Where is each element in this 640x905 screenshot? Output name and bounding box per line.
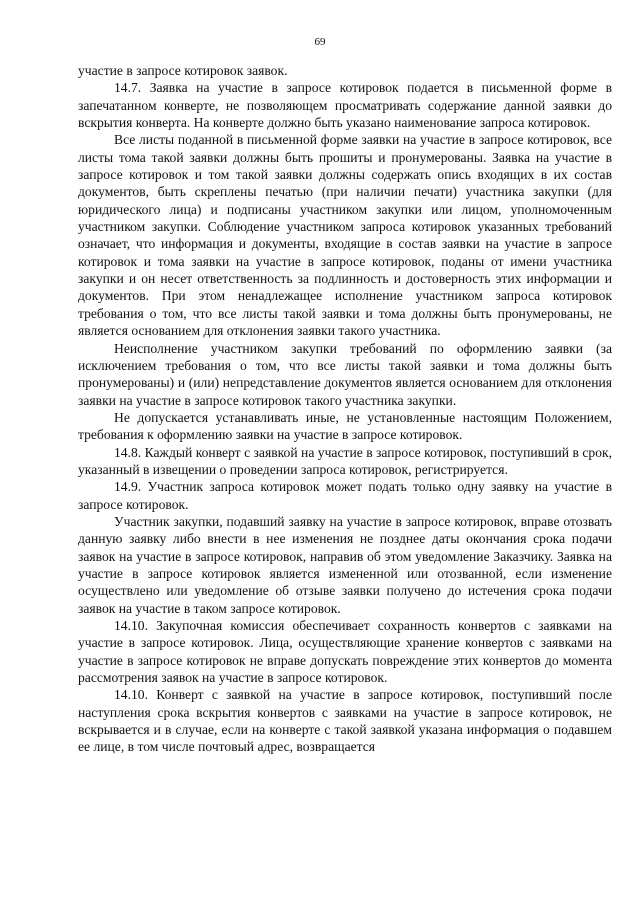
paragraph-14-10-commission: 14.10. Закупочная комиссия обеспечивает сохранность конвертов с заявками на участие в запросе котировок. Лица, осуществляющие хранение конвертов с заявками на участие в запросе котировок не вправе допускать повреждение этих конвертов до момента рассмотрения заявок на участие в запросе котировок. xyxy=(78,618,612,686)
paragraph-withdraw-bid: Участник закупки, подавший заявку на участие в запросе котировок, вправе отозвать данную заявку либо внести в нее изменения не позднее даты окончания срока подачи заявок на участие в запросе котировок, направив об этом уведомление Заказчику. Заявка на участие в запросе котировок является измененной или отозванной, если изменение осуществлено или уведомление об отзыве заявки получено до истечения срока подачи заявок на участие в таком запросе котировок. xyxy=(78,513,612,616)
paragraph-14-10-late-envelope: 14.10. Конверт с заявкой на участие в запросе котировок, поступивший после наступления срока вскрытия конвертов с заявками на участие в запросе котировок, не вскрывается и в случае, если на конверте с такой заявкой указана информация о подавшем ее лице, в том числе почтовый адрес, возвращается xyxy=(78,687,612,755)
paragraph-14-8: 14.8. Каждый конверт с заявкой на участие в запросе котировок, поступивший в срок, указанный в извещении о проведении запроса котировок, регистрируется. xyxy=(78,444,612,477)
paragraph-continuation: участие в запросе котировок заявок. xyxy=(78,63,288,78)
document-body xyxy=(78,62,612,756)
paragraph-noncompliance: Неисполнение участником закупки требований по оформлению заявки (за исключением требования о том, что все листы такой заявки и тома должны быть пронумерованы) и (или) непредставление документов является основанием для отклонения заявки на участие в запросе котировок такого участника закупки. xyxy=(78,340,612,408)
page-number: 69 xyxy=(314,36,326,48)
paragraph-14-9: 14.9. Участник запроса котировок может подать только одну заявку на участие в запросе котировок. xyxy=(78,479,612,512)
paragraph-sheets-requirements: Все листы поданной в письменной форме заявки на участие в запросе котировок, все листы тома такой заявки должны быть прошиты и пронумерованы. Заявка на участие в запросе котировок и том такой заявки должны содержать опись входящих в их состав документов, быть скреплены печатью (при наличии печати) участника закупки (для юридического лица) и подписаны участником закупки или лицом, уполномоченным участником закупки. Соблюдение участником запроса котировок указанных требований означает, что информация и документы, входящие в состав заявки на участие в запросе котировок и тома заявки на участие в запросе котировок, поданы от имени участника закупки и он несет ответственность за подлинность и достоверность этих информации и документов. При этом ненадлежащее исполнение участником запроса котировок требования о том, что все листы такой заявки и тома должны быть пронумерованы, не является основанием для отклонения заявки такого участника. xyxy=(78,132,612,339)
paragraph-no-other-requirements: Не допускается устанавливать иные, не установленные настоящим Положением, требования к оформлению заявки на участие в запросе котировок. xyxy=(78,409,612,443)
paragraph-14-7: 14.7. Заявка на участие в запросе котировок подается в письменной форме в запечатанном конверте, не позволяющем просматривать содержание данной заявки до вскрытия конверта. На конверте должно быть указано наименование запроса котировок. xyxy=(78,80,612,131)
